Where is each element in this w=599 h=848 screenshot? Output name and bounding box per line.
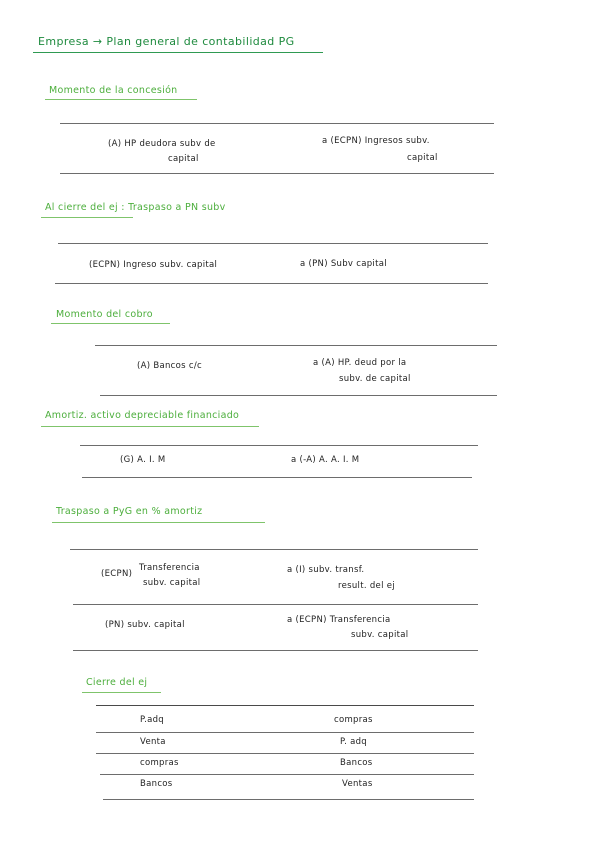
debit-line-1: (A) HP deudora subv de: [108, 139, 216, 149]
table-cell: Bancos: [340, 758, 373, 768]
section-heading-concesion: Momento de la concesión: [49, 85, 178, 96]
title-underline: [33, 52, 323, 53]
table-top-line: [80, 445, 478, 446]
table-top-line: [60, 123, 494, 124]
debit-line-1: Transferencia: [139, 563, 200, 573]
debit-line: (ECPN) Ingreso subv. capital: [89, 260, 218, 270]
section-heading-amortiz: Amortiz. activo depreciable financiado: [45, 410, 240, 421]
table-cell: Ventas: [342, 779, 373, 789]
page-title: Empresa → Plan general de contabilidad PG: [38, 35, 295, 48]
section-heading-traspaso-pyg: Traspaso a PyG en % amortiz: [56, 506, 203, 517]
table-cell: compras: [140, 758, 179, 768]
table-top-line: [96, 705, 474, 706]
table-cell: compras: [334, 715, 373, 725]
credit-line: a (-A) A. A. I. M: [291, 455, 360, 465]
table-row-line: [96, 753, 474, 754]
heading-underline: [51, 323, 170, 324]
debit-line-2: capital: [168, 154, 199, 164]
credit-line-1: a (A) HP. deud por la: [313, 358, 407, 368]
table-top-line: [58, 243, 488, 244]
credit-line-1: a (ECPN) Ingresos subv.: [322, 136, 430, 146]
debit-line: (A) Bancos c/c: [137, 361, 202, 371]
heading-underline: [41, 426, 259, 427]
table-cell: P. adq: [340, 737, 368, 747]
credit-line-2: result. del ej: [338, 581, 395, 591]
section-heading-cobro: Momento del cobro: [56, 309, 153, 320]
heading-underline: [52, 522, 265, 523]
debit-line: (G) A. I. M: [120, 455, 166, 465]
credit-line-2: subv. capital: [351, 630, 409, 640]
table-cell: Bancos: [140, 779, 173, 789]
credit-line-2: subv. de capital: [339, 374, 411, 384]
debit-line-2: subv. capital: [143, 578, 201, 588]
table-cell: P.adq: [140, 715, 165, 725]
table-bottom-line: [103, 799, 474, 800]
credit-line: a (PN) Subv capital: [300, 259, 387, 269]
credit-line-1: a (ECPN) Transferencia: [287, 615, 391, 625]
table-bottom-line: [82, 477, 472, 478]
table-top-line: [70, 549, 478, 550]
heading-underline: [45, 99, 197, 100]
table-bottom-line: [73, 650, 478, 651]
table-row-line: [96, 732, 474, 733]
debit-code: (ECPN): [101, 569, 133, 579]
section-heading-cierre-traspaso: Al cierre del ej : Traspaso a PN subv: [45, 202, 226, 213]
heading-underline: [41, 217, 133, 218]
table-top-line: [95, 345, 497, 346]
heading-underline: [82, 692, 161, 693]
debit-line: (PN) subv. capital: [105, 620, 185, 630]
credit-line-1: a (I) subv. transf.: [287, 565, 365, 575]
table-bottom-line: [60, 173, 494, 174]
table-bottom-line: [55, 283, 488, 284]
table-cell: Venta: [140, 737, 166, 747]
section-heading-cierre: Cierre del ej: [86, 677, 148, 688]
table-bottom-line: [100, 395, 497, 396]
table-row-line: [100, 774, 474, 775]
table-mid-line: [73, 604, 478, 605]
credit-line-2: capital: [407, 153, 438, 163]
